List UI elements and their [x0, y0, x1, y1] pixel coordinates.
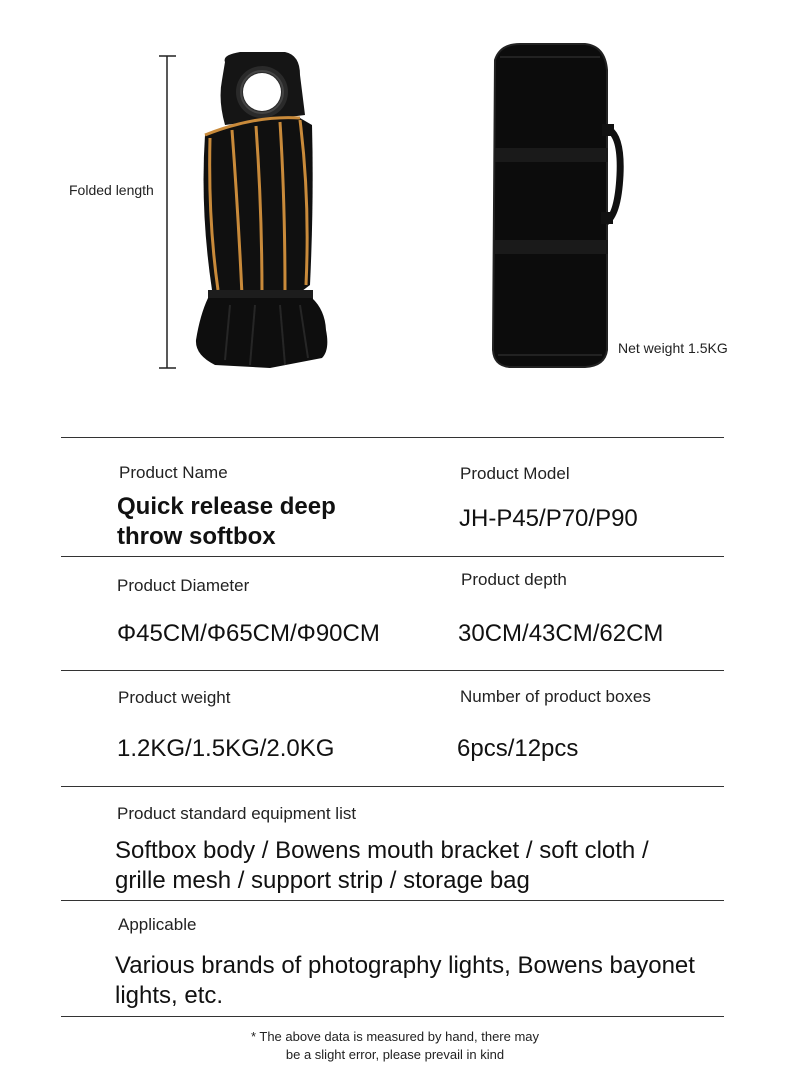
product-diameter-value: Φ45CM/Φ65CM/Φ90CM [117, 620, 380, 647]
product-boxes-value: 6pcs/12pcs [457, 735, 579, 762]
folded-length-bracket [159, 56, 176, 368]
product-weight-value: 1.2KG/1.5KG/2.0KG [117, 735, 335, 762]
divider [61, 556, 724, 557]
storage-bag-image [493, 44, 620, 367]
product-illustrations [0, 0, 790, 420]
product-model-value: JH-P45/P70/P90 [459, 505, 638, 532]
applicable-value: Various brands of photography lights, Bowens bayonet lights, etc. [115, 952, 695, 1009]
product-model-label: Product Model [460, 464, 570, 483]
divider [61, 900, 724, 901]
product-weight-label: Product weight [118, 688, 231, 707]
net-weight-label: Net weight 1.5KG [618, 340, 728, 356]
applicable-label: Applicable [118, 915, 197, 934]
product-name-value: Quick release deep throw softbox [117, 493, 336, 550]
footnote-line-1: * The above data is measured by hand, there may [250, 1029, 540, 1044]
product-boxes-label: Number of product boxes [460, 687, 651, 706]
product-name-label: Product Name [119, 463, 228, 482]
product-depth-value: 30CM/43CM/62CM [458, 620, 664, 647]
divider [61, 1016, 724, 1017]
equipment-list-value: Softbox body / Bowens mouth bracket / soft cloth / grille mesh / support strip / storage bag [115, 837, 649, 894]
divider [61, 437, 724, 438]
product-depth-label: Product depth [461, 570, 567, 589]
footnote-line-2: be a slight error, please prevail in kind [285, 1047, 505, 1062]
product-diameter-label: Product Diameter [117, 576, 250, 595]
equipment-list-label: Product standard equipment list [117, 804, 357, 823]
footnote [0, 1028, 790, 1064]
divider [61, 670, 724, 671]
folded-length-label: Folded length [69, 182, 154, 198]
folded-softbox-image [196, 52, 327, 368]
divider [61, 786, 724, 787]
